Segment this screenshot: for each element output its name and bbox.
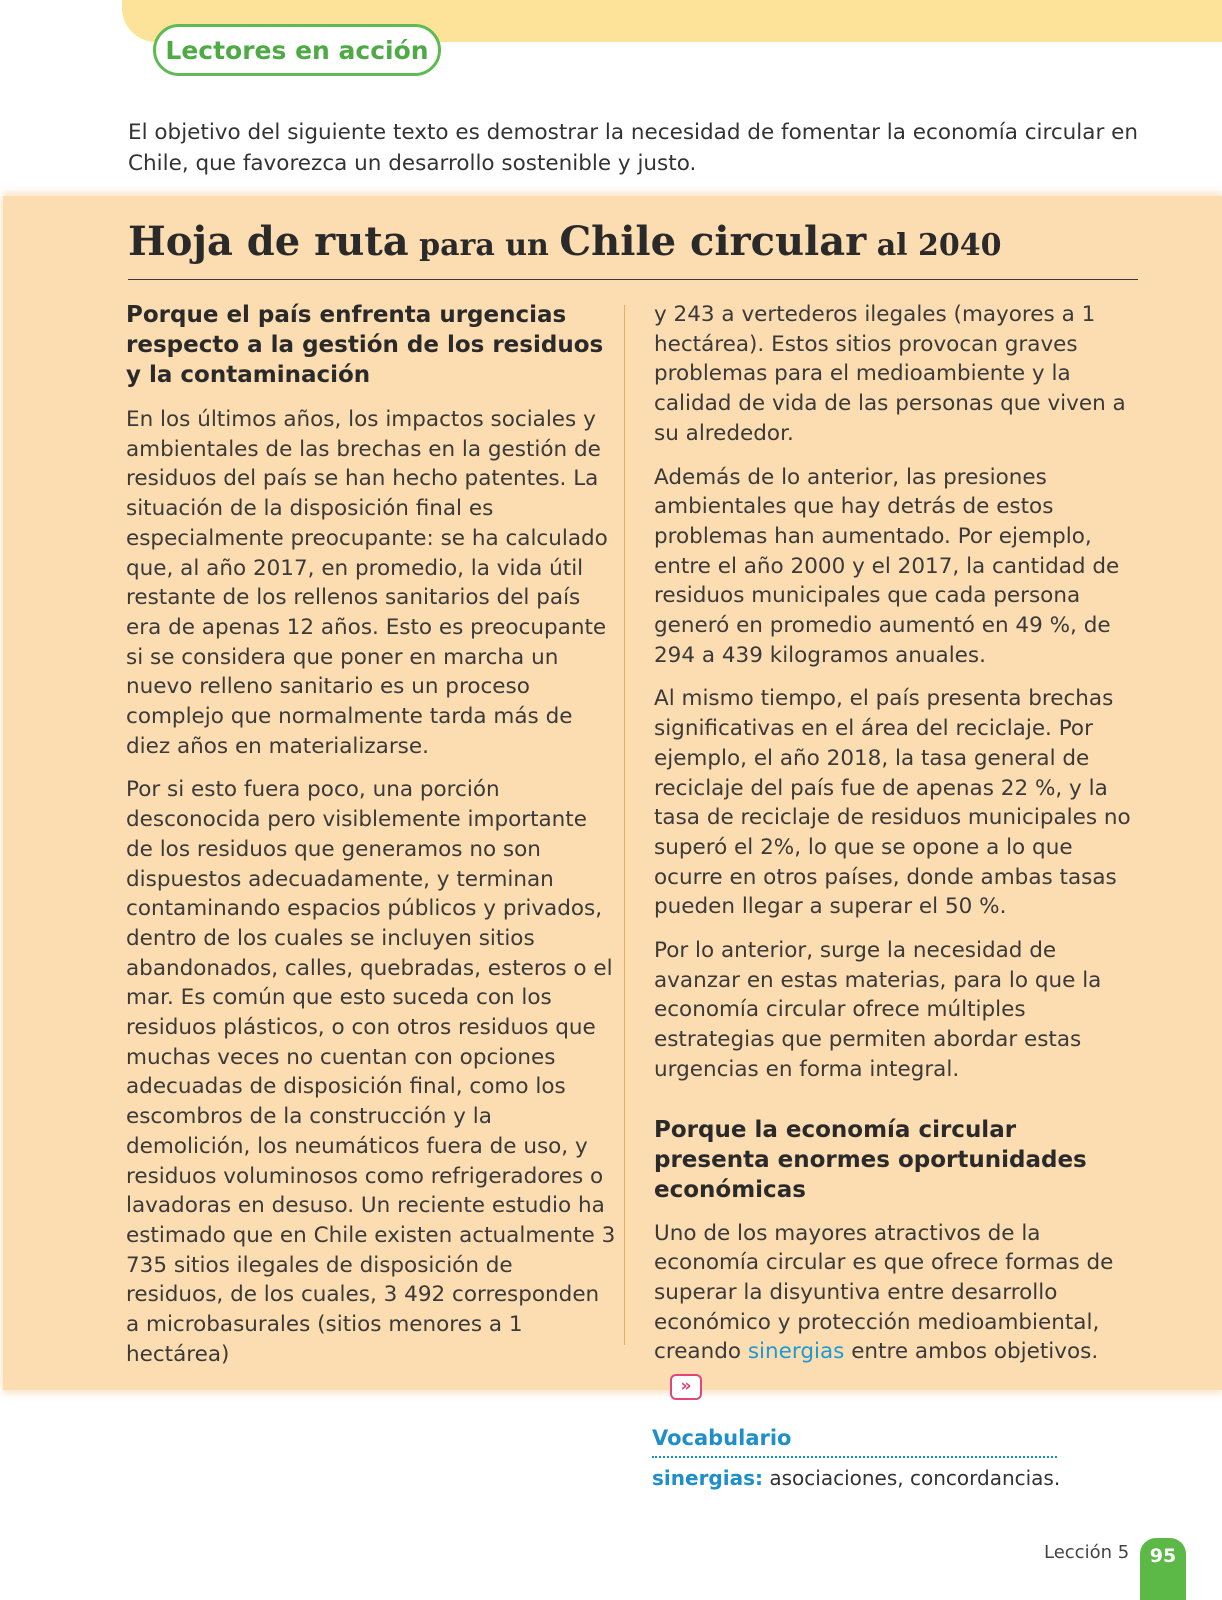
article-title	[128, 218, 1138, 274]
left-column	[126, 300, 616, 1384]
vocabulary-divider	[652, 1456, 1057, 1458]
title-underline	[128, 279, 1138, 280]
title-part-1: Hoja de ruta	[128, 218, 409, 265]
paragraph-last	[654, 1219, 1134, 1400]
right-column	[654, 300, 1134, 1414]
vocabulary-term: sinergias:	[652, 1466, 763, 1490]
paragraph-text: Uno de los mayores atractivos de la economía circular es que ofrece formas de superar la disyuntiva entre desarrollo económico y protección medioambiental, creando	[654, 1220, 1114, 1365]
section-heading-oportunidades: Porque la economía circular presenta enormes oportunidades económicas	[654, 1116, 1087, 1203]
paragraph: En los últimos años, los impactos sociales y ambientales de las brechas en la gestión de residuos del país se han hecho patentes. La situación de la disposición final es especialmente preocupante: se ha calculado que, al año 2017, en promedio, la vida útil restante de los rellenos sanitarios del país era de apenas 12 años. Esto es preocupante si se considera que poner en marcha un nuevo relleno sanitario es un proceso complejo que normalmente tarda más de diez años en materializarse.	[126, 407, 608, 759]
paragraph-text: entre ambos objetivos.	[844, 1339, 1099, 1365]
paragraph: Por lo anterior, surge la necesidad de avanzar en estas materias, para lo que la economía circular ofrece múltiples estrategias que permiten abordar estas urgencias en forma integral.	[654, 938, 1102, 1082]
paragraph: Al mismo tiempo, el país presenta brechas significativas en el área del reciclaje. Por ejemplo, el año 2018, la tasa general de reciclaje del país fue de apenas 22 %, y la tasa de reciclaje de residuos municipales no superó el 2%, lo que se opone a lo que ocurre en otros países, donde ambas tasas pueden llegar a superar el 50 %.	[654, 686, 1131, 920]
lesson-label: Lección 5	[1044, 1542, 1130, 1563]
column-divider	[624, 305, 625, 1345]
vocabulary-definition: asociaciones, concordancias.	[763, 1466, 1061, 1490]
title-part-4: al 2040	[866, 228, 1002, 263]
paragraph: Por si esto fuera poco, una porción desconocida pero visiblemente importante de los residuos que generamos no son dispuestos adecuadamente, y terminan contaminando espacios públicos y privados, dentro de los cuales se incluyen sitios abandonados, calles, quebradas, esteros o el mar. Es común que esto suceda con los residuos plásticos, o con otros residuos que muchas veces no cuentan con opciones adecuadas de disposición final, como los escombros de la construcción y la demolición, los neumáticos fuera de uso, y residuos voluminosos como refrigeradores o lavadoras en desuso. Un reciente estudio ha estimado que en Chile existen actualmente 3 735 sitios ilegales de disposición de residuos, de los cuales, 3 492 corresponden a microbasurales (sitios menores a 1 hectárea)	[126, 777, 616, 1367]
section-label: Lectores en acción	[153, 24, 441, 76]
vocabulary-link-sinergias[interactable]: sinergias	[747, 1339, 845, 1365]
vocabulary-title: Vocabulario	[652, 1426, 792, 1450]
paragraph: Además de lo anterior, las presiones ambientales que hay detrás de estos problemas han aumentado. Por ejemplo, entre el año 2000 y el 2017, la cantidad de residuos municipales que cada persona generó en promedio aumentó en 49 %, de 294 a 439 kilogramos anuales.	[654, 464, 1120, 668]
intro-text: El objetivo del siguiente texto es demostrar la necesidad de fomentar la economía circular en Chile, que favorezca un desarrollo sostenible y justo.	[128, 120, 1138, 176]
paragraph: y 243 a vertederos ilegales (mayores a 1 hectárea). Estos sitios provocan graves problemas para el medioambiente y la calidad de vida de las personas que viven a su alrededor.	[654, 302, 1126, 446]
title-part-3: Chile circular	[559, 218, 867, 265]
section-heading-urgencias: Porque el país enfrenta urgencias respecto a la gestión de los residuos y la contaminación	[126, 302, 604, 388]
page-number: 95	[1140, 1538, 1186, 1600]
double-chevron-right-icon[interactable]: »	[670, 1374, 702, 1400]
vocabulary-entry	[652, 1466, 1060, 1490]
title-part-2: para un	[408, 228, 560, 263]
